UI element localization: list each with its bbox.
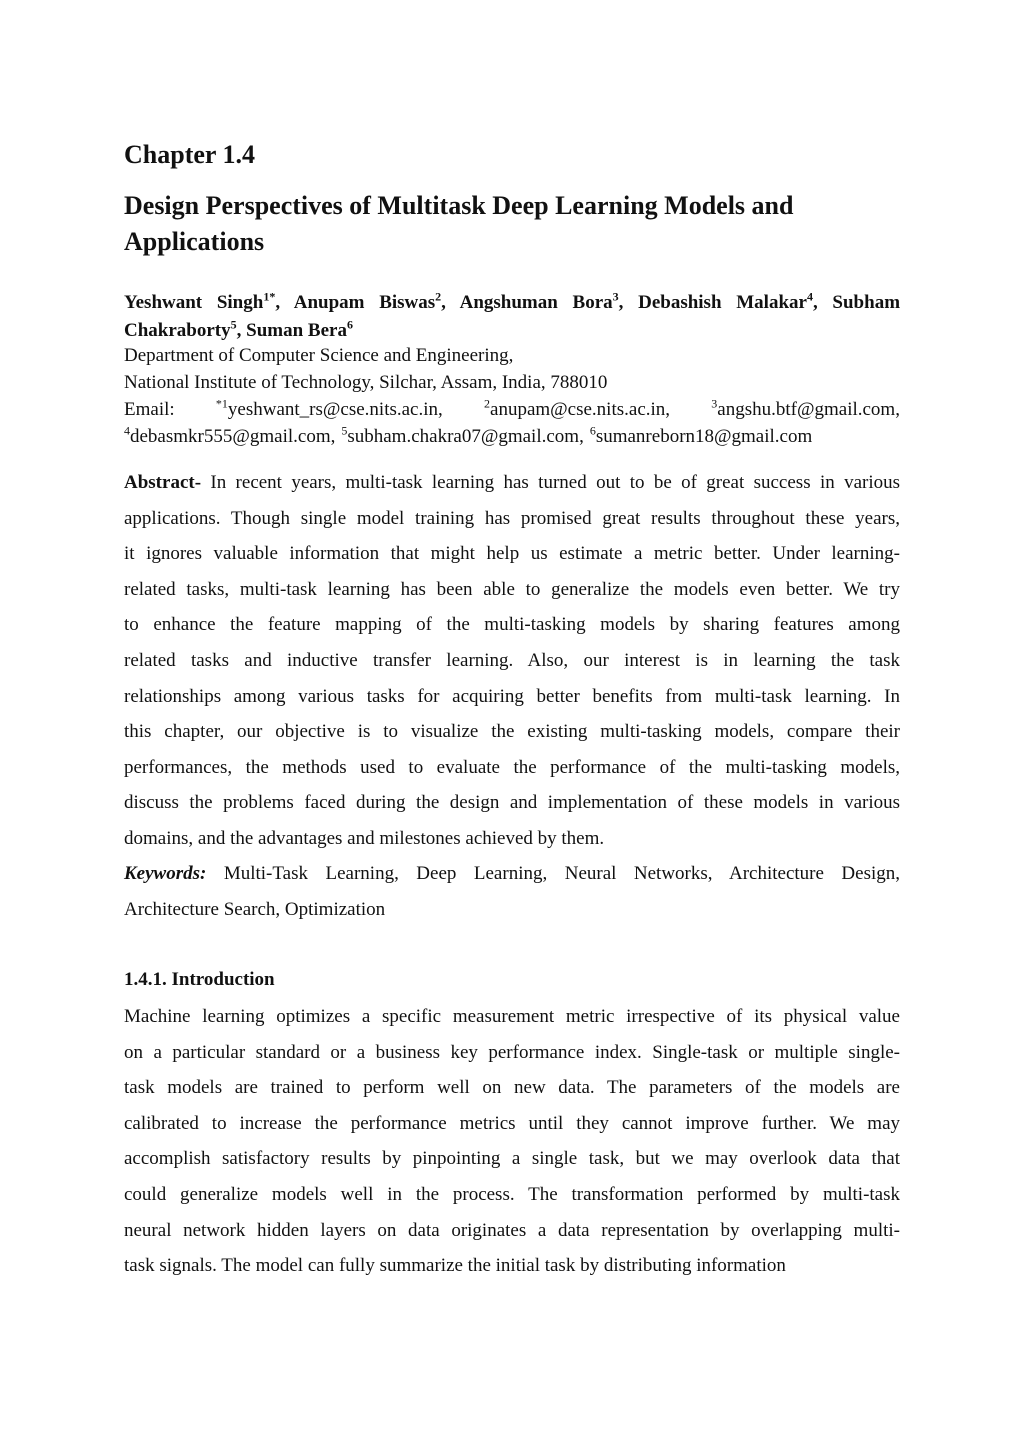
- text-line: [124, 892, 900, 928]
- text-line: [124, 607, 900, 643]
- author-affiliation-mark: 4: [806, 289, 813, 304]
- text-line: [124, 465, 900, 501]
- email-mark: 3: [711, 396, 718, 411]
- email-item: [590, 423, 812, 450]
- email-mark: *1: [215, 396, 228, 411]
- keywords: [124, 856, 900, 927]
- line-text: In recent years, multi-task learning has turned out to be of great success in various: [201, 472, 900, 493]
- email-mark: 4: [124, 423, 130, 438]
- text-line: [124, 501, 900, 537]
- email-line: [124, 423, 900, 450]
- text-line: [124, 785, 900, 821]
- line-text: related tasks, multi-task learning has been able to generalize the models even better. We try: [124, 578, 900, 600]
- author-name: Angshuman Bora: [459, 292, 613, 313]
- author-affiliation-mark: 5: [230, 317, 237, 332]
- text-line: [124, 999, 900, 1035]
- author-affiliation-mark: 1*: [263, 289, 276, 304]
- line-text: Machine learning optimizes a specific measurement metric irrespective of its physical value: [124, 1006, 900, 1027]
- line-text: neural network hidden layers on data originates a data representation by overlapping multi-: [124, 1219, 900, 1241]
- text-line: [124, 643, 900, 679]
- author-list: [124, 289, 900, 345]
- section-heading: 1.4.1. Introduction: [124, 969, 275, 990]
- line-text: domains, and the advantages and milestones achieved by them.: [124, 827, 605, 849]
- label: Abstract-: [124, 472, 202, 493]
- email-address[interactable]: sumanreborn18@gmail.com: [595, 426, 813, 447]
- text-line: [124, 1141, 900, 1177]
- text-line: [124, 1177, 900, 1213]
- line-text: related tasks and inductive transfer learning. Also, our interest is in learning the task: [124, 649, 900, 671]
- introduction-paragraph: [124, 999, 900, 1284]
- line-text: relationships among various tasks for acquiring better benefits from multi-task learning. In: [124, 685, 900, 707]
- email-address[interactable]: subham.chakra07@gmail.com,: [347, 426, 584, 447]
- text-line: [124, 679, 900, 715]
- email-label: Email:: [124, 399, 175, 420]
- text-line: [124, 1035, 900, 1071]
- line-text: this chapter, our objective is to visualize the existing multi-tasking models, compare their: [124, 721, 900, 743]
- line-text: task signals. The model can fully summarize the initial task by distributing information: [124, 1255, 786, 1277]
- chapter-label: Chapter 1.4: [124, 140, 255, 169]
- author-affiliation-mark: 2: [435, 289, 442, 304]
- author-affiliation-mark: 6: [346, 317, 353, 332]
- line-text: Multi-Task Learning, Deep Learning, Neural Networks, Architecture Design,: [206, 863, 900, 884]
- email-item: [711, 396, 900, 423]
- email-item: [484, 396, 670, 423]
- line-text: it ignores valuable information that might help us estimate a metric better. Under learning-: [124, 543, 900, 565]
- text-line: [124, 821, 900, 857]
- author-name: Debashish Malakar: [638, 292, 807, 313]
- email-mark: 5: [341, 423, 348, 438]
- author-name: Chakraborty: [124, 320, 231, 341]
- line-text: on a particular standard or a business key performance index. Single-task or multiple single-: [124, 1041, 900, 1063]
- email-address[interactable]: debasmkr555@gmail.com,: [130, 426, 336, 447]
- department: Department of Computer Science and Engineering,: [124, 345, 514, 366]
- author-name: Anupam Biswas: [293, 292, 436, 313]
- email-address[interactable]: angshu.btf@gmail.com,: [717, 399, 900, 420]
- email-address[interactable]: yeshwant_rs@cse.nits.ac.in,: [227, 399, 443, 420]
- title-line: Applications: [124, 227, 265, 256]
- email-item: [216, 396, 443, 423]
- author-line: Chakraborty$^5$, Suman Bera$^6$: [124, 317, 353, 341]
- email-address[interactable]: anupam@cse.nits.ac.in,: [490, 399, 671, 420]
- author-name: Subham: [832, 292, 901, 313]
- text-line: [124, 1248, 900, 1284]
- text-line: [124, 1213, 900, 1249]
- affiliation-block: [124, 342, 900, 450]
- abstract: [124, 465, 900, 857]
- line-text: task models are trained to perform well on new data. The parameters of the models are: [124, 1077, 900, 1099]
- email-item: [124, 423, 335, 450]
- line-text: calibrated to increase the performance metrics until they cannot improve further. We may: [124, 1112, 900, 1134]
- author-name: Yeshwant Singh: [124, 292, 264, 313]
- author-line: Yeshwant Singh$^{1*}$, Anupam Biswas$^2$, Angshuman Bora$^3$, Debashish Malakar$^4$, Subham: [124, 289, 901, 313]
- author-affiliation-mark: 3: [612, 289, 619, 304]
- title-line: Design Perspectives of Multitask Deep Learning Models and: [124, 191, 794, 220]
- text-line: [124, 1106, 900, 1142]
- email-item: [341, 423, 583, 450]
- line-text: could generalize models well in the process. The transformation performed by multi-task: [124, 1183, 900, 1205]
- email-list: [124, 396, 900, 450]
- author-name: Suman Bera: [246, 320, 347, 341]
- line-text: applications. Though single model training has promised great results throughout these years,: [124, 507, 900, 529]
- email-mark: 2: [484, 396, 491, 411]
- line-text: performances, the methods used to evaluate the performance of the multi-tasking models,: [124, 756, 900, 778]
- line-text: Architecture Search, Optimization: [124, 898, 386, 920]
- institute: National Institute of Technology, Silchar, Assam, India, 788010: [124, 372, 608, 393]
- text-line: [124, 714, 900, 750]
- text-line: [124, 572, 900, 608]
- email-mark: 6: [589, 423, 596, 438]
- text-line: [124, 1070, 900, 1106]
- text-line: [124, 856, 900, 892]
- text-line: [124, 536, 900, 572]
- email-line: [124, 396, 900, 423]
- text-line: [124, 750, 900, 786]
- chapter-title: [124, 188, 793, 260]
- line-text: discuss the problems faced during the design and implementation of these models in various: [124, 792, 900, 814]
- line-text: accomplish satisfactory results by pinpointing a single task, but we may overlook data that: [124, 1148, 900, 1170]
- line-text: to enhance the feature mapping of the multi-tasking models by sharing features among: [124, 614, 900, 636]
- label: Keywords:: [124, 863, 207, 884]
